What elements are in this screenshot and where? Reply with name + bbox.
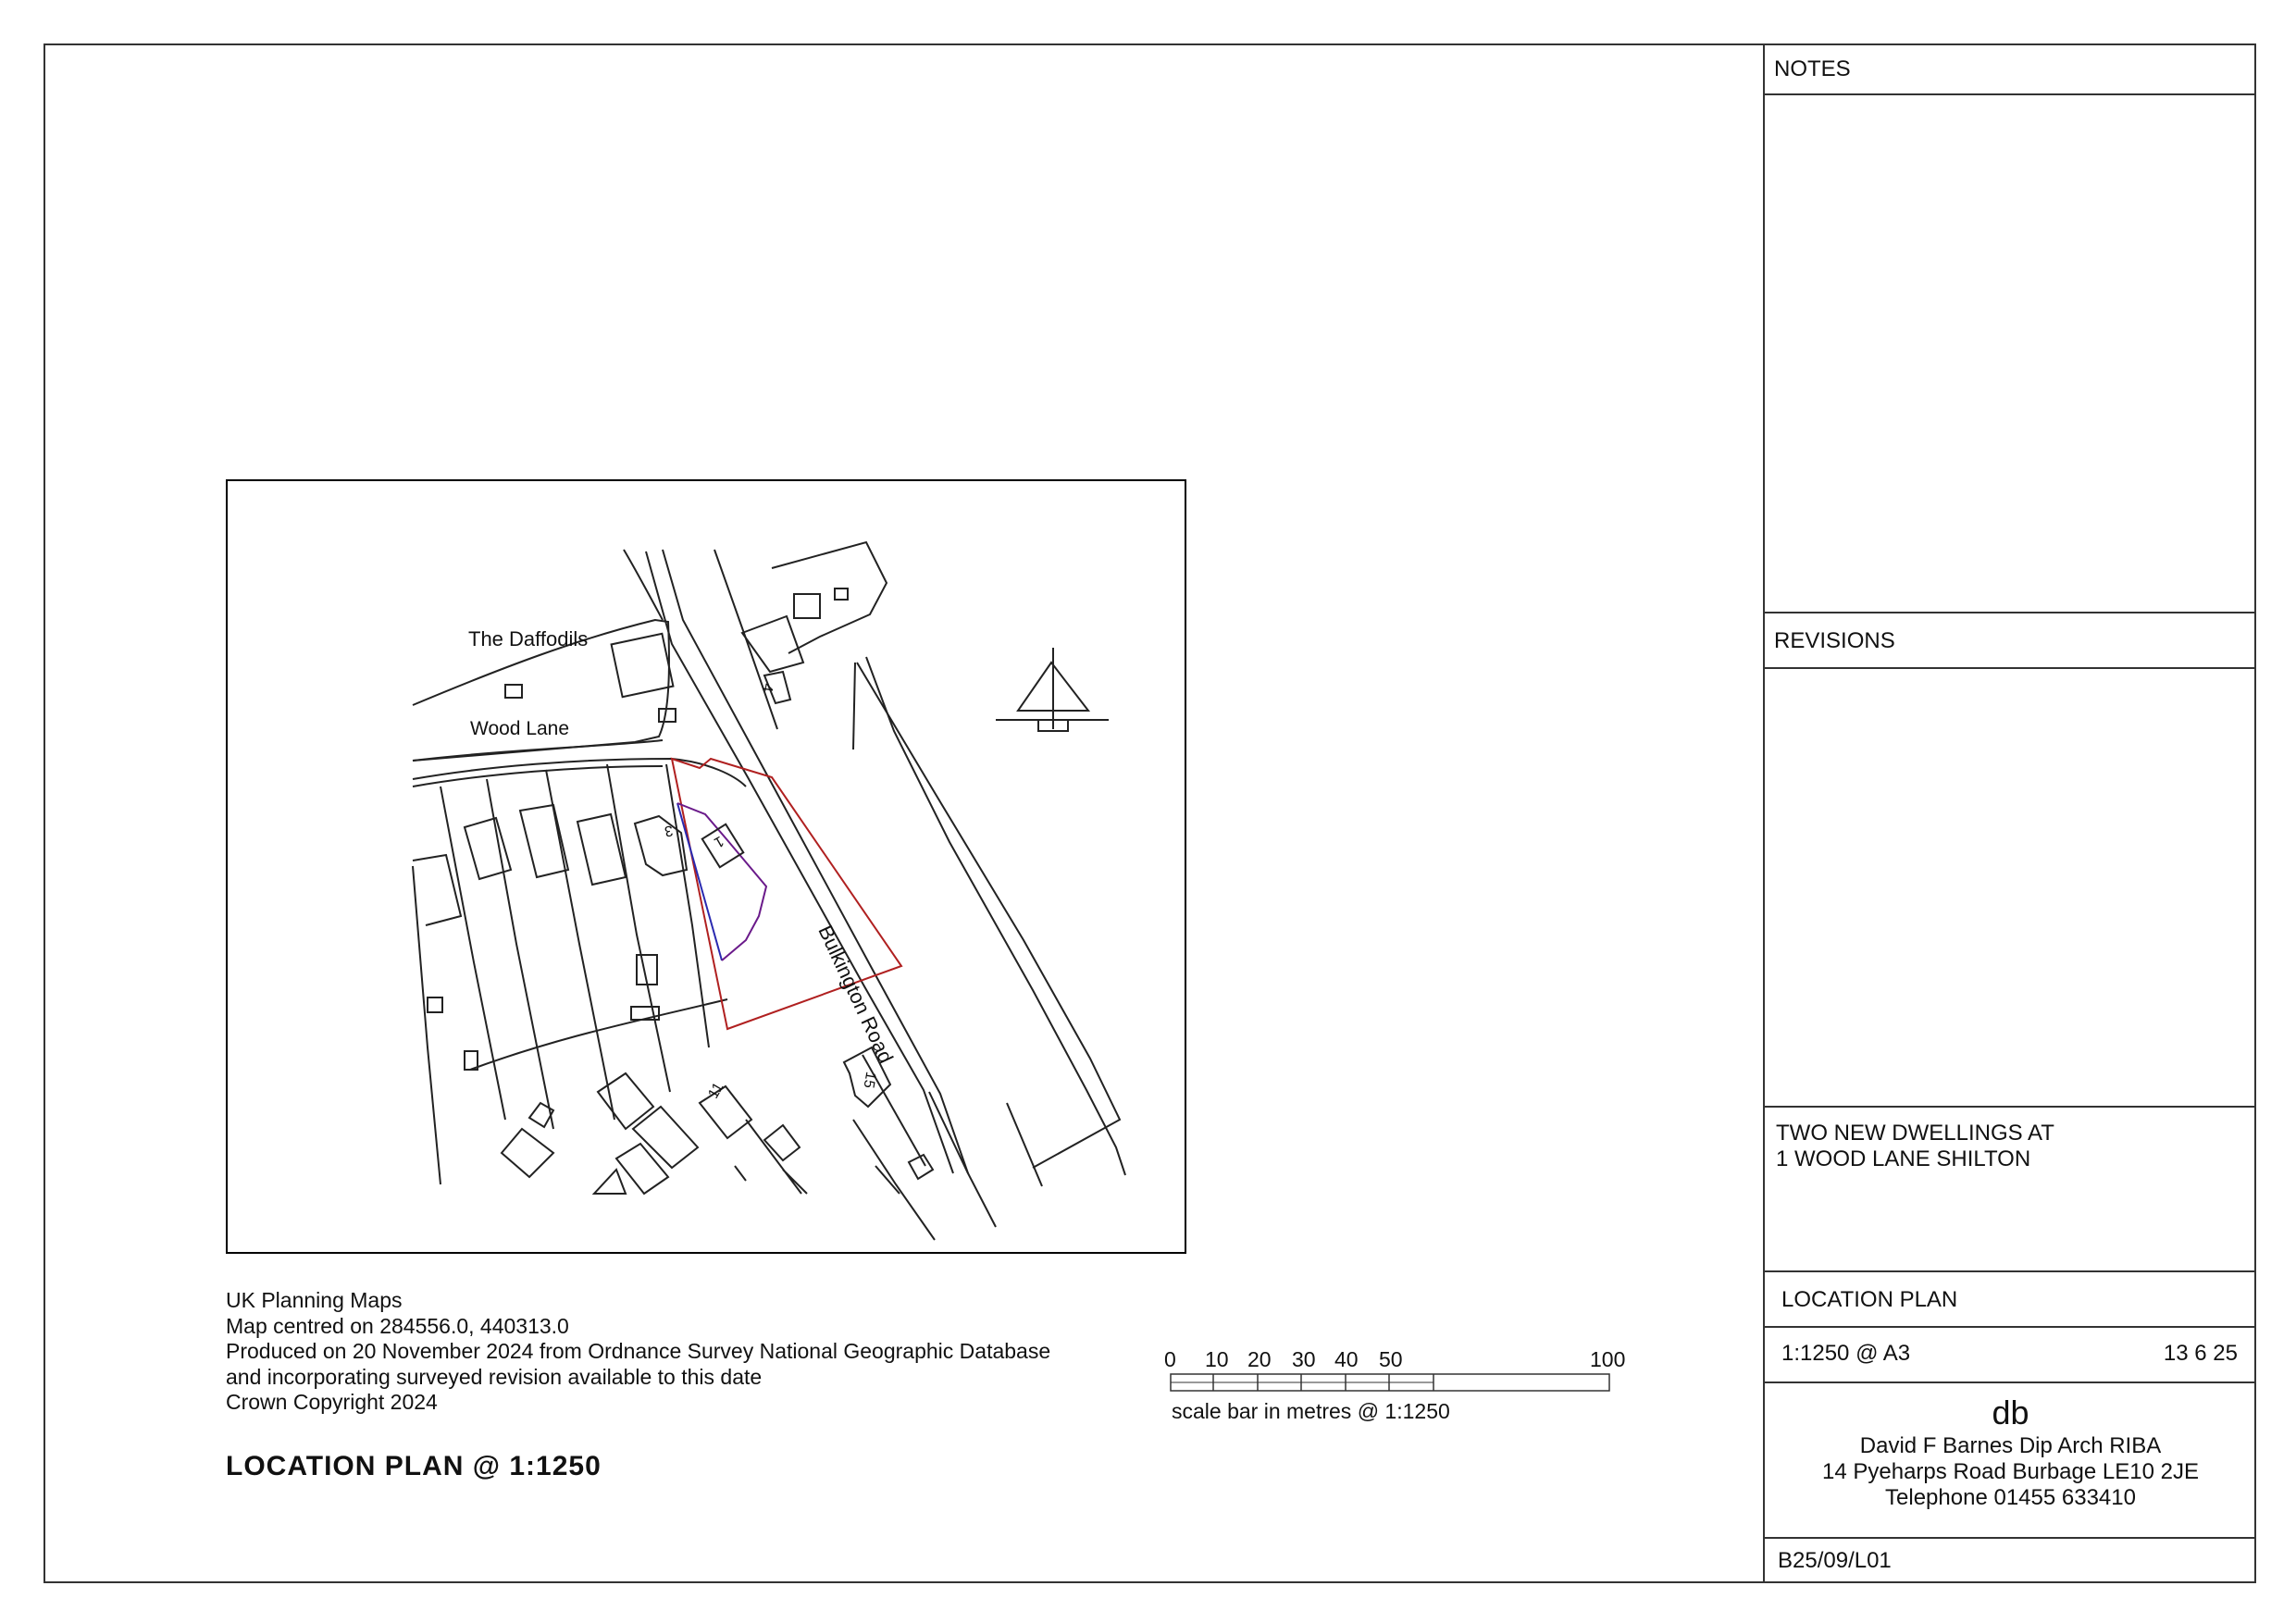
- scale-tick-50: 50: [1379, 1347, 1403, 1371]
- scale-tick-10: 10: [1205, 1347, 1229, 1371]
- scale-tick-100: 100: [1590, 1347, 1626, 1371]
- road-edge-east-south: [1007, 1103, 1042, 1186]
- road-edge-east: [866, 657, 1125, 1175]
- revisions-label: REVISIONS: [1774, 628, 1895, 653]
- project-title-line1: TWO NEW DWELLINGS AT: [1776, 1121, 2054, 1146]
- map-credits: [226, 1288, 1050, 1416]
- building-s-7: [594, 1170, 626, 1194]
- label-bulkington-road: Bulkington Road: [813, 922, 899, 1067]
- architect-name: David F Barnes Dip Arch RIBA: [1859, 1433, 2162, 1458]
- scale-tick-20: 20: [1247, 1347, 1272, 1371]
- drawing-scale: 1:1250 @ A3: [1781, 1341, 1911, 1366]
- field-boundary-east-north: [853, 663, 855, 750]
- property-north-east: [772, 542, 887, 653]
- daffodils-outbuilding-2: [659, 709, 676, 722]
- label-house-11: 11: [705, 1080, 727, 1102]
- wood-lane-south-edge-2: [413, 766, 663, 787]
- notes-area: [1765, 95, 2256, 613]
- label-the-daffodils: The Daffodils: [468, 627, 589, 650]
- architect-address: 14 Pyeharps Road Burbage LE10 2JE: [1822, 1459, 2199, 1484]
- wood-lane-south-edge: [413, 759, 746, 787]
- scale-tick-40: 40: [1334, 1347, 1359, 1371]
- plot-divider-4: [607, 764, 670, 1092]
- north-arrow-icon: [996, 648, 1109, 731]
- label-house-15: 15: [860, 1070, 879, 1090]
- road-edge-west: [646, 551, 953, 1173]
- label-house-4: 4: [758, 682, 776, 693]
- building-s-2: [502, 1129, 553, 1177]
- credit-line-5: Crown Copyright 2024: [226, 1390, 438, 1414]
- architect-logo: db: [1992, 1394, 2029, 1431]
- building-s-6: [616, 1144, 668, 1194]
- drawing-number: B25/09/L01: [1778, 1548, 1892, 1573]
- notes-label: NOTES: [1774, 56, 1851, 81]
- building-ne-2: [835, 588, 848, 600]
- scale-date-box: [1765, 1328, 2256, 1383]
- label-house-1: 1: [711, 832, 726, 851]
- field-boundary-east: [857, 663, 1120, 1168]
- revisions-area: [1765, 669, 2256, 1108]
- credit-line-1: UK Planning Maps: [226, 1288, 403, 1312]
- notes-header: [1765, 43, 2256, 95]
- building-s-5: [764, 1125, 800, 1160]
- outbuilding-3: [428, 997, 442, 1012]
- label-wood-lane: Wood Lane: [470, 718, 570, 739]
- title-block: [1763, 43, 2256, 1583]
- drawing-title: LOCATION PLAN: [1781, 1287, 1958, 1312]
- revisions-header: [1765, 613, 2256, 669]
- daffodils-house: [612, 634, 674, 697]
- scale-tick-0: 0: [1164, 1347, 1176, 1371]
- plan-title: LOCATION PLAN @ 1:1250: [226, 1451, 602, 1481]
- plot-divider-3: [546, 770, 614, 1120]
- rear-lines: [735, 1120, 900, 1194]
- site-boundary-red: [672, 759, 901, 1029]
- map-frame: [226, 479, 1186, 1254]
- drawing-number-box: [1765, 1539, 2256, 1583]
- location-map: [228, 481, 1185, 1252]
- road-edge-inner: [663, 550, 968, 1173]
- daffodils-north-edge: [624, 550, 663, 620]
- building-4: [742, 616, 803, 672]
- credit-line-4: and incorporating surveyed revision available to this date: [226, 1364, 763, 1389]
- building-ne-1: [794, 594, 820, 618]
- scale-tick-30: 30: [1292, 1347, 1316, 1371]
- road-verge: [853, 1120, 935, 1240]
- credit-line-2: Map centred on 284556.0, 440313.0: [226, 1313, 569, 1338]
- project-title-box: [1765, 1108, 2256, 1272]
- daffodils-outbuilding-1: [505, 685, 522, 698]
- label-house-3: 3: [663, 822, 675, 839]
- scale-bar-caption: scale bar in metres @ 1:1250: [1172, 1399, 1450, 1423]
- terrace-house-1: [413, 855, 461, 925]
- credit-line-3: Produced on 20 November 2024 from Ordnance Survey National Geographic Database: [226, 1339, 1051, 1363]
- plot-divider-west: [413, 866, 441, 1184]
- wood-lane-north-edge: [413, 740, 663, 761]
- terrace-house-3: [520, 805, 568, 877]
- project-title-line2: 1 WOOD LANE SHILTON: [1776, 1146, 2031, 1171]
- drawing-title-box: [1765, 1272, 2256, 1328]
- architect-telephone: Telephone 01455 633410: [1885, 1485, 2136, 1510]
- rear-boundary: [470, 999, 727, 1070]
- scale-bar: [1170, 1373, 1612, 1394]
- drawing-date: 13 6 25: [2163, 1341, 2238, 1366]
- architect-box: [1765, 1383, 2256, 1539]
